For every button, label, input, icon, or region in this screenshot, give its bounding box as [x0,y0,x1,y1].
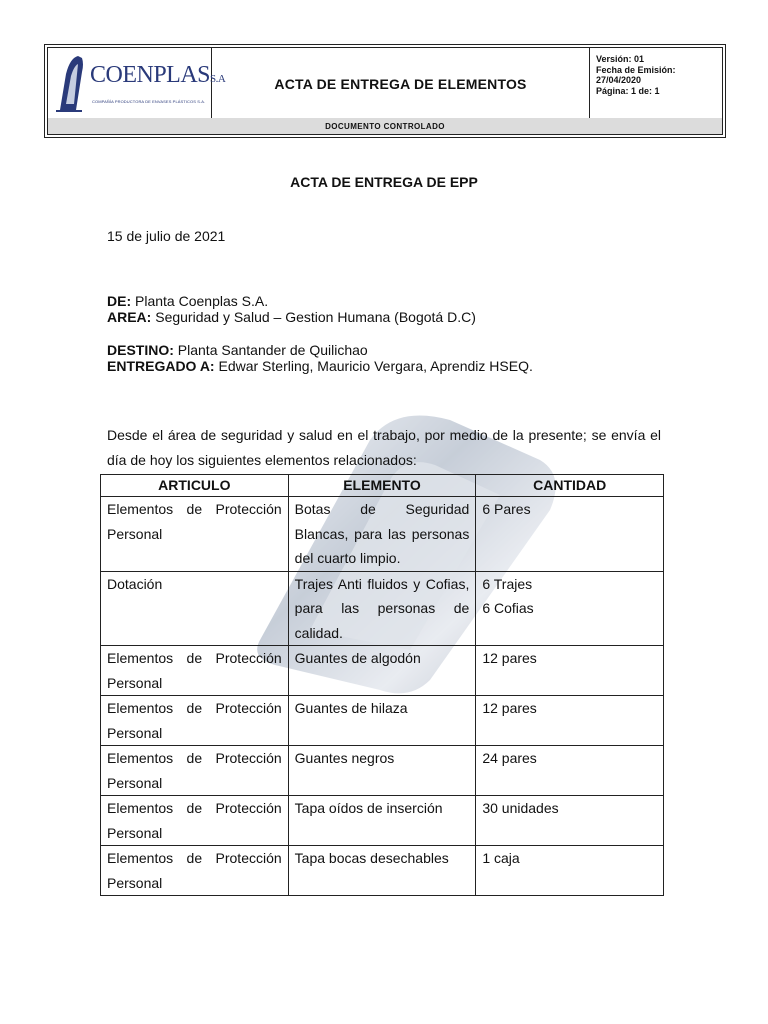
company-logo: COENPLASS.A COMPAÑÍA PRODUCTORA DE ENVASES PLÁSTICOS S.A. [48,48,212,120]
issue-date: 27/04/2020 [596,75,642,85]
cell-elemento: Botas de Seguridad Blancas, para las personas del cuarto limpio. [288,497,476,572]
cell-elemento: Tapa bocas desechables [288,846,476,896]
cell-elemento: Guantes negros [288,746,476,796]
cell-elemento: Tapa oídos de inserción [288,796,476,846]
cell-articulo: Elementos de Protección Personal [101,746,289,796]
delivered-to-line: ENTREGADO A: Edwar Sterling, Mauricio Vergara, Aprendiz HSEQ. [107,358,533,374]
header-meta [590,48,722,120]
table-row [101,696,664,746]
header-title: ACTA DE ENTREGA DE ELEMENTOS [212,48,590,120]
cell-articulo: Elementos de Protección Personal [101,796,289,846]
table-row [101,746,664,796]
logo-bottle-icon [52,52,88,114]
page-number: Página: 1 de: 1 [596,85,660,96]
column-header-cantidad: CANTIDAD [476,475,664,497]
from-line: DE: Planta Coenplas S.A. [107,293,269,309]
cell-cantidad: 30 unidades [476,796,664,846]
issue-label: Fecha de Emisión: [596,64,676,75]
cell-articulo: Elementos de Protección Personal [101,846,289,896]
cell-elemento: Guantes de algodón [288,646,476,696]
items-table [100,474,664,896]
cell-elemento: Guantes de hilaza [288,696,476,746]
column-header-articulo: ARTICULO [101,475,289,497]
version: Versión: 01 [596,54,645,64]
column-header-elemento: ELEMENTO [288,475,476,497]
cell-cantidad: 12 pares [476,646,664,696]
area-line: AREA: Seguridad y Salud – Gestion Humana (Bogotá D.C) [107,309,476,325]
table-row [101,796,664,846]
cell-cantidad: 6 Trajes 6 Cofias [476,571,664,646]
document-title: ACTA DE ENTREGA DE EPP [290,174,478,190]
cell-cantidad: 6 Pares [476,497,664,572]
table-row [101,846,664,896]
cell-articulo: Elementos de Protección Personal [101,497,289,572]
controlled-document-banner: DOCUMENTO CONTROLADO [48,118,722,134]
cell-articulo: Elementos de Protección Personal [101,646,289,696]
table-header-row [101,475,664,497]
document-date: 15 de julio de 2021 [107,228,226,244]
destination-line: DESTINO: Planta Santander de Quilichao [107,342,368,358]
cell-articulo: Elementos de Protección Personal [101,696,289,746]
table-row [101,497,664,572]
cell-elemento: Trajes Anti fluidos y Cofias, para las personas de calidad. [288,571,476,646]
cell-articulo: Dotación [101,571,289,646]
cell-cantidad: 1 caja [476,846,664,896]
cell-cantidad: 24 pares [476,746,664,796]
document-header [44,44,726,138]
table-row [101,571,664,646]
intro-paragraph: Desde el área de seguridad y salud en el trabajo, por medio de la presente; se envía el día de hoy los siguientes elementos relacionados: [107,427,661,468]
table-row [101,646,664,696]
cell-cantidad: 12 pares [476,696,664,746]
